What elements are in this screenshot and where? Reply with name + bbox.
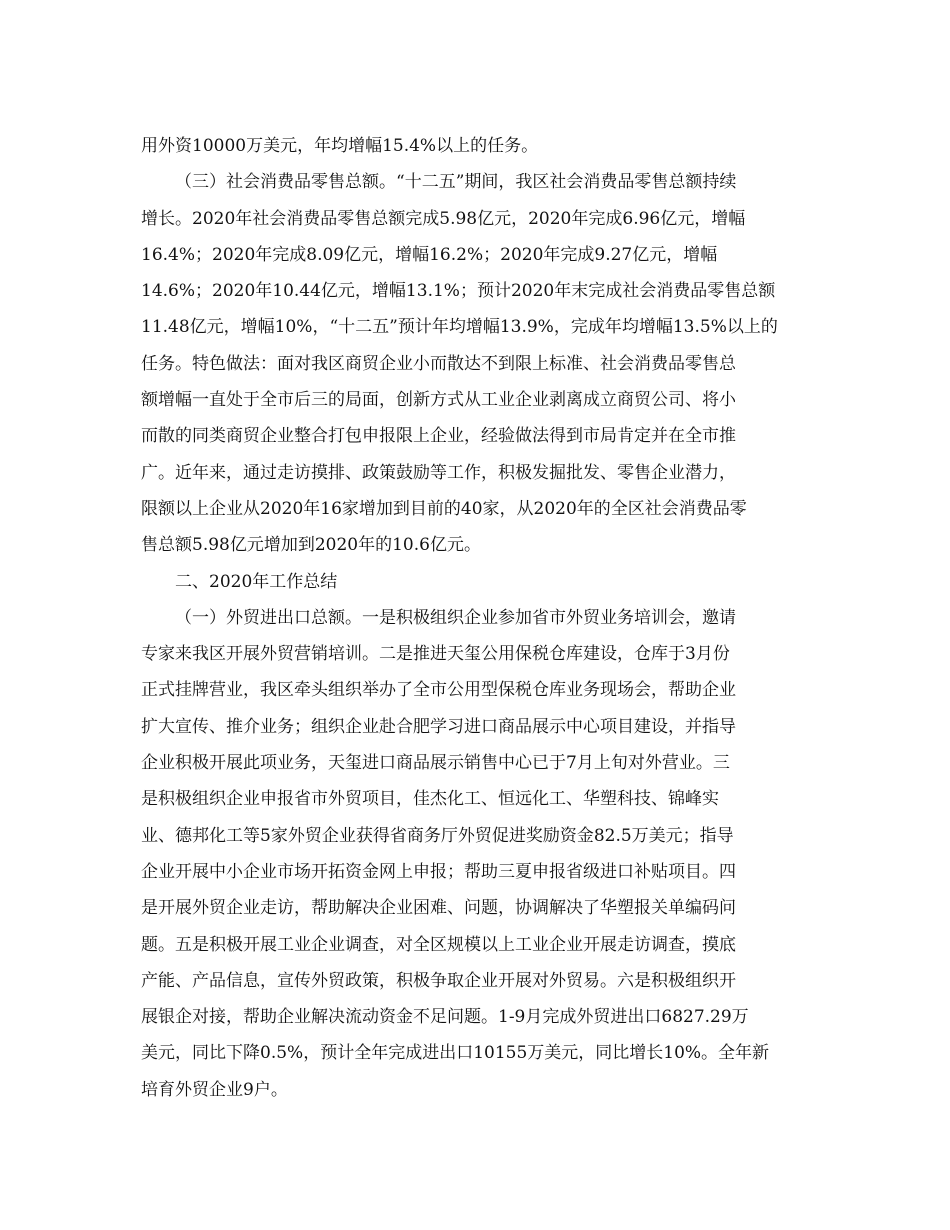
document-body [141,128,809,1108]
text-line: 售总额5.98亿元增加到2020年的10.6亿元。 [141,535,481,556]
text-line: 广。近年来，通过走访摸排、政策鼓励等工作，积极发掘批发、零售企业潜力， [141,462,736,483]
text-line: 培育外贸企业9户。 [141,1079,288,1100]
text-line: 展银企对接，帮助企业解决流动资金不足问题。1-9月完成外贸进出口6827.29万 [141,1007,749,1028]
text-line: 企业积极开展此项业务，天玺进口商品展示销售中心已于7月上旬对外营业。三 [141,753,730,774]
text-line: 额增幅一直处于全市后三的局面，创新方式从工业企业剥离成立商贸公司、将小 [141,390,736,411]
text-line: （三）社会消费品零售总额。“十二五”期间，我区社会消费品零售总额持续 [175,172,737,193]
text-line: 题。五是积极开展工业企业调查，对全区规模以上工业企业开展走访调查，摸底 [141,934,736,955]
text-line: 产能、产品信息，宣传外贸政策，积极争取企业开展对外贸易。六是积极组织开 [141,970,736,991]
text-line: 14.6%；2020年10.44亿元，增幅13.1%；预计2020年末完成社会消费品零售总额 [141,281,776,302]
text-line: 扩大宣传、推介业务；组织企业赴合肥学习进口商品展示中心项目建设，并指导 [141,716,736,737]
text-line: 是积极组织企业申报省市外贸项目，佳杰化工、恒远化工、华塑科技、锦峰实 [141,789,719,810]
section-heading: 二、2020年工作总结 [175,571,338,592]
text-line: 16.4%；2020年完成8.09亿元，增幅16.2%；2020年完成9.27亿元，增幅 [141,244,718,265]
text-line: 而散的同类商贸企业整合打包申报限上企业，经验做法得到市局肯定并在全市推 [141,426,736,447]
text-line: 限额以上企业从2020年16家增加到目前的40家，从2020年的全区社会消费品零 [141,498,747,519]
text-line: 专家来我区开展外贸营销培训。二是推进天玺公用保税仓库建设，仓库于3月份 [141,644,730,665]
text-line: 11.48亿元，增幅10%，“十二五”预计年均增幅13.9%，完成年均增幅13.5%以上的 [141,317,778,338]
text-line: 企业开展中小企业市场开拓资金网上申报；帮助三夏申报省级进口补贴项目。四 [141,861,736,882]
text-line: 增长。2020年社会消费品零售总额完成5.98亿元，2020年完成6.96亿元，增幅 [141,208,746,229]
text-line: （一）外贸进出口总额。一是积极组织企业参加省市外贸业务培训会，邀请 [175,607,736,628]
text-line: 正式挂牌营业，我区牵头组织举办了全市公用型保税仓库业务现场会，帮助企业 [141,680,736,701]
text-line: 用外资10000万美元，年均增幅15.4%以上的任务。 [141,136,539,156]
text-line: 美元，同比下降0.5%，预计全年完成进出口10155万美元，同比增长10%。全年新 [141,1043,770,1064]
text-line: 业、德邦化工等5家外贸企业获得省商务厅外贸促进奖励资金82.5万美元；指导 [141,825,734,846]
text-line: 任务。特色做法：面对我区商贸企业小而散达不到限上标准、社会消费品零售总 [141,353,736,374]
text-line: 是开展外贸企业走访，帮助解决企业困难、问题，协调解决了华塑报关单编码问 [141,898,736,919]
